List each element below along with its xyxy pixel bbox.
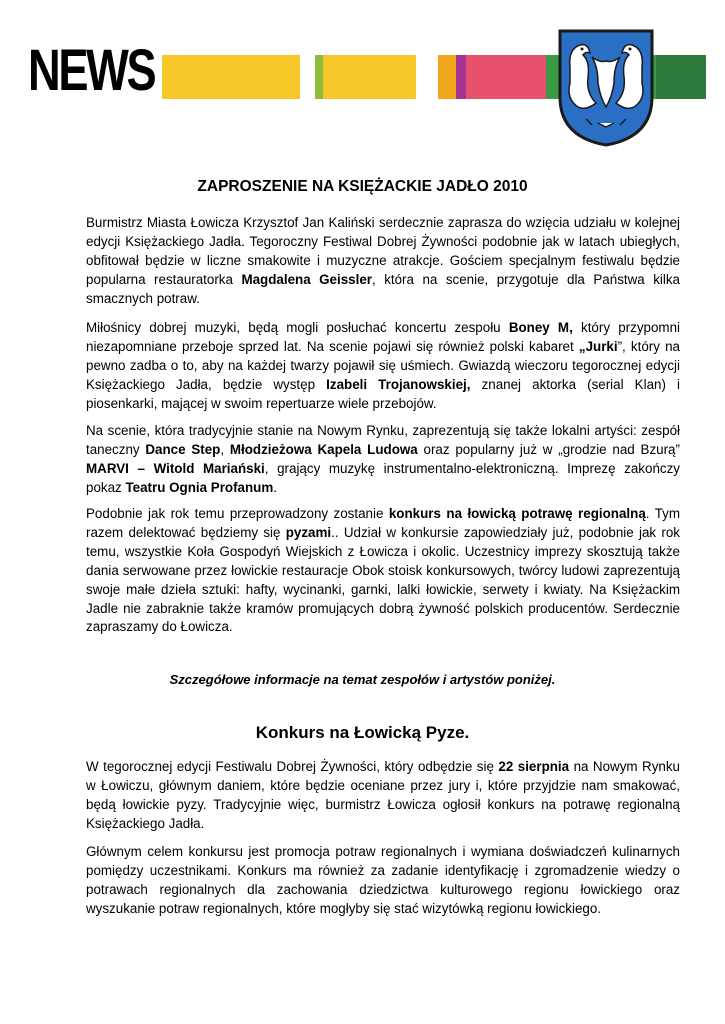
details-note: Szczegółowe informacje na temat zespołów i artystów poniżej. <box>169 672 556 687</box>
paragraph-music <box>86 319 680 414</box>
text: Na scenie, która tradycyjnie stanie na Nowym Rynku, zaprezentują się także lokalni artyści: zespół taneczny <box>86 423 680 457</box>
town-crest-icon <box>556 27 656 149</box>
text: , <box>220 441 230 457</box>
section-title: Konkurs na Łowicką Pyze. <box>255 723 470 742</box>
article-title: ZAPROSZENIE NA KSIĘŻACKIE JADŁO 2010 <box>197 178 528 195</box>
bold-text: Boney M, <box>508 320 573 335</box>
text: , grający muzykę instrumentalno-elektroniczną. Imprezę zakończy pokaz <box>86 460 680 495</box>
stripe <box>706 55 725 99</box>
bold-text: Teatru Ognia Profanum <box>125 479 274 495</box>
bold-text: konkurs na łowicką potrawę regionalną <box>388 506 646 521</box>
stripe <box>656 55 706 99</box>
text: . Tym razem delektować będziemy się <box>86 506 680 540</box>
bold-text: MARVI – Witold Mariański <box>86 460 265 476</box>
stripe <box>323 55 416 99</box>
bold-text: Izabeli Trojanowskiej, <box>326 376 471 392</box>
text: Miłośnicy dobrej muzyki, będą mogli posłuchać koncertu zespołu <box>86 320 509 335</box>
paragraph-artists <box>86 422 680 498</box>
text: .. Udział w konkursie zapowiedziały już, podobnie jak rok temu, wszystkie Koła Gospodyń Wiejskich z Łowicza i okolic. Uczestnicy imprezy skosztują także dania serwowane przez łowickie restauracje Obok stoisk konkursowych, twórcy ludowi zaprezentują swoje małe dzieła sztuki: hafty, wycinanki, garnki, lalki łowickie, serwety i kwiaty. Na Księżackim Jadle nie zabraknie także kramów promujących dobrą żywność polskich producentów. Serdecznie zapraszamy do Łowicza. <box>86 524 680 635</box>
bold-text: „Jurki <box>578 338 618 354</box>
text: Burmistrz Miasta Łowicza Krzysztof Jan Kaliński serdecznie zaprasza do wzięcia udziału w kolejnej edycji Księżackiego Jadła. Tegoroczny Festiwal Dobrej Żywności podobnie jak w latach ubiegłych, obfitował będzie w liczne smakowite i muzyczne atrakcje. Gościem specjalnym festiwalu będzie popularna restauratorka <box>86 215 680 287</box>
text: ”, który na pewno zadba o to, aby na każdej twarzy pojawił się uśmiech. Gwiazdą wieczoru tegorocznej edycji Księżackiego Jadła, będzie występ <box>86 338 680 392</box>
bold-text: 22 sierpnia <box>498 759 570 774</box>
text: oraz popularny już w „grodzie nad Bzurą” <box>417 441 680 457</box>
text: . <box>273 479 277 495</box>
text: W tegorocznej edycji Festiwalu Dobrej Żywności, który odbędzie się <box>86 759 499 774</box>
text: Podobnie jak rok temu przeprowadzony zostanie <box>86 506 389 521</box>
bold-text: Młodzieżowa Kapela Ludowa <box>229 441 418 457</box>
stripe <box>162 55 300 99</box>
stripe <box>466 55 546 99</box>
text: na Nowym Rynku w Łowiczu, głównym daniem, które będzie oceniane przez jury i, które przyjdzie nam smakować, będą łowickie pyzy. Tradycyjnie więc, burmistrz Łowicza ogłosił konkurs na potrawę regionalną Księżackiego Jadła. <box>86 759 680 831</box>
paragraph-contest <box>86 505 680 637</box>
bold-text: Dance Step <box>145 441 221 457</box>
stripe <box>300 55 315 99</box>
stripe <box>438 55 456 99</box>
paragraph-pyza-contest <box>86 758 680 834</box>
bold-text: pyzami <box>285 524 332 540</box>
text: , która na scenie, przygotuje dla Państwa kilka smacznych potraw. <box>86 271 680 306</box>
stripe <box>315 55 323 99</box>
bold-text: Magdalena Geissler <box>241 271 372 287</box>
paragraph-intro <box>86 214 680 309</box>
stripe <box>416 55 438 99</box>
text: który przypomni niezapomniane przeboje sprzed lat. Na scenie pojawi się również polski kabaret <box>86 320 680 354</box>
paragraph-contest-goal: Głównym celem konkursu jest promocja potraw regionalnych i wymiana doświadczeń kulinarnych pomiędzy uczestnikami. Konkurs ma również za zadanie identyfikację i zgromadzenie wiedzy o potrawach regionalnych dla zachowania dziedzictwa kulturowego regionu łowickiego oraz wyszukanie potraw regionalnych, które mogłyby się stać wizytówką regionu łowickiego. <box>86 844 680 916</box>
text: znanej aktorka (serial Klan) i piosenkarki, mającej w swoim repertuarze wiele przebojów. <box>86 376 681 411</box>
stripe <box>456 55 466 99</box>
news-logo: NEWS <box>28 38 155 103</box>
